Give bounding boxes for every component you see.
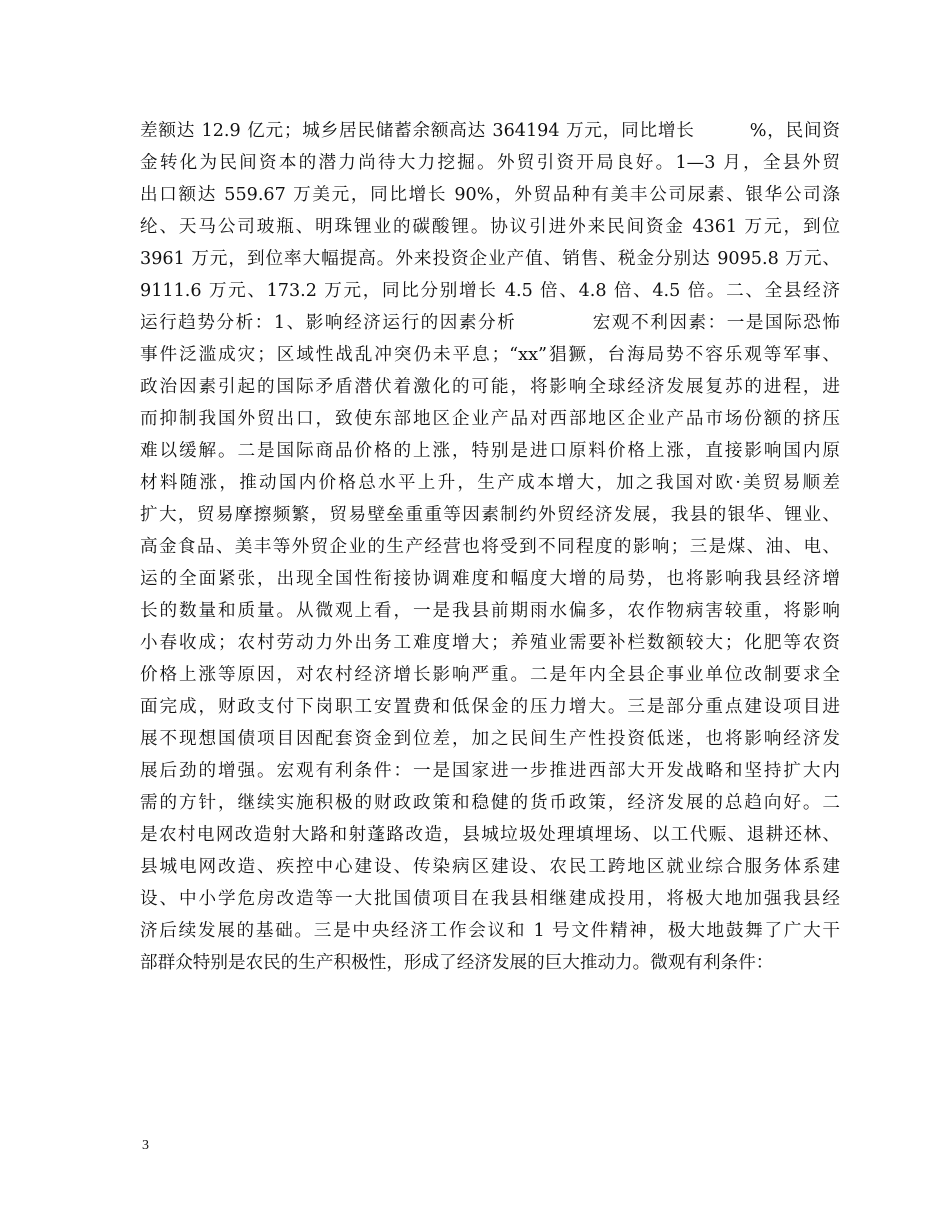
- text-line: 扩大，贸易摩擦频繁，贸易壁垒重重等因素制约外贸经济发展，我县的银华、锂业、: [140, 505, 840, 525]
- text-line: 县城电网改造、疾控中心建设、传染病区建设、农民工跨地区就业综合服务体系建: [140, 857, 840, 877]
- text-line: 展后劲的增强。宏观有利条件：一是国家进一步推进西部大开发战略和坚持扩大内: [140, 761, 840, 781]
- text-line: 长的数量和质量。从微观上看，一是我县前期雨水偏多，农作物病害较重，将影响: [140, 601, 840, 621]
- text-line: 而抑制我国外贸出口，致使东部地区企业产品对西部地区企业产品市场份额的挤压: [140, 409, 840, 429]
- text-line: 金转化为民间资本的潜力尚待大力挖掘。外贸引资开局良好。1—3 月，全县外贸: [140, 153, 840, 173]
- text-line: 展不现想国债项目因配套资金到位差，加之民间生产性投资低迷，也将影响经济发: [140, 729, 840, 749]
- text-line: 事件泛滥成灾；区域性战乱冲突仍未平息；“xx”猖獗，台海局势不容乐观等军事、: [140, 345, 840, 365]
- text-line: 是农村电网改造射大路和射蓬路改造，县城垃圾处理填埋场、以工代赈、退耕还林、: [140, 825, 840, 845]
- text-line: 出口额达 559.67 万美元，同比增长 90%，外贸品种有美丰公司尿素、银华公司涤: [140, 185, 840, 205]
- text-line: 差额达 12.9 亿元；城乡居民储蓄余额高达 364194 万元，同比增长 %，民间资: [140, 121, 840, 141]
- text-line: 3961 万元，到位率大幅提高。外来投资企业产值、销售、税金分别达 9095.8 万元、: [140, 249, 840, 269]
- text-line: 高金食品、美丰等外贸企业的生产经营也将受到不同程度的影响；三是煤、油、电、: [140, 537, 840, 557]
- text-line: 难以缓解。二是国际商品价格的上涨，特别是进口原料价格上涨，直接影响国内原: [140, 441, 840, 461]
- text-line: 政治因素引起的国际矛盾潜伏着激化的可能，将影响全球经济发展复苏的进程，进: [140, 377, 840, 397]
- text-line: 9111.6 万元、173.2 万元，同比分别增长 4.5 倍、4.8 倍、4.5 倍。二、全县经济: [140, 281, 840, 301]
- text-line: 纶、天马公司玻瓶、明珠锂业的碳酸锂。协议引进外来民间资金 4361 万元，到位: [140, 217, 840, 237]
- body-text: [140, 115, 840, 979]
- text-line: 价格上涨等原因，对农村经济增长影响严重。二是年内全县企事业单位改制要求全: [140, 665, 840, 685]
- text-line: 运的全面紧张，出现全国性衔接协调难度和幅度大增的局势，也将影响我县经济增: [140, 569, 840, 589]
- text-line: 部群众特别是农民的生产积极性，形成了经济发展的巨大推动力。微观有利条件：: [140, 953, 774, 973]
- page-number: 3: [142, 1138, 149, 1153]
- text-line: 需的方针，继续实施积极的财政政策和稳健的货币政策，经济发展的总趋向好。二: [140, 793, 840, 813]
- text-line: 小春收成；农村劳动力外出务工难度增大；养殖业需要补栏数额较大；化肥等农资: [140, 633, 840, 653]
- text-line: 材料随涨，推动国内价格总水平上升，生产成本增大，加之我国对欧·美贸易顺差: [140, 473, 840, 493]
- text-line: 济后续发展的基础。三是中央经济工作会议和 1 号文件精神，极大地鼓舞了广大干: [140, 921, 840, 941]
- text-line: 运行趋势分析：1、影响经济运行的因素分析 宏观不利因素：一是国际恐怖: [140, 313, 840, 333]
- text-line: 设、中小学危房改造等一大批国债项目在我县相继建成投用，将极大地加强我县经: [140, 889, 840, 909]
- text-line: 面完成，财政支付下岗职工安置费和低保金的压力增大。三是部分重点建设项目进: [140, 697, 840, 717]
